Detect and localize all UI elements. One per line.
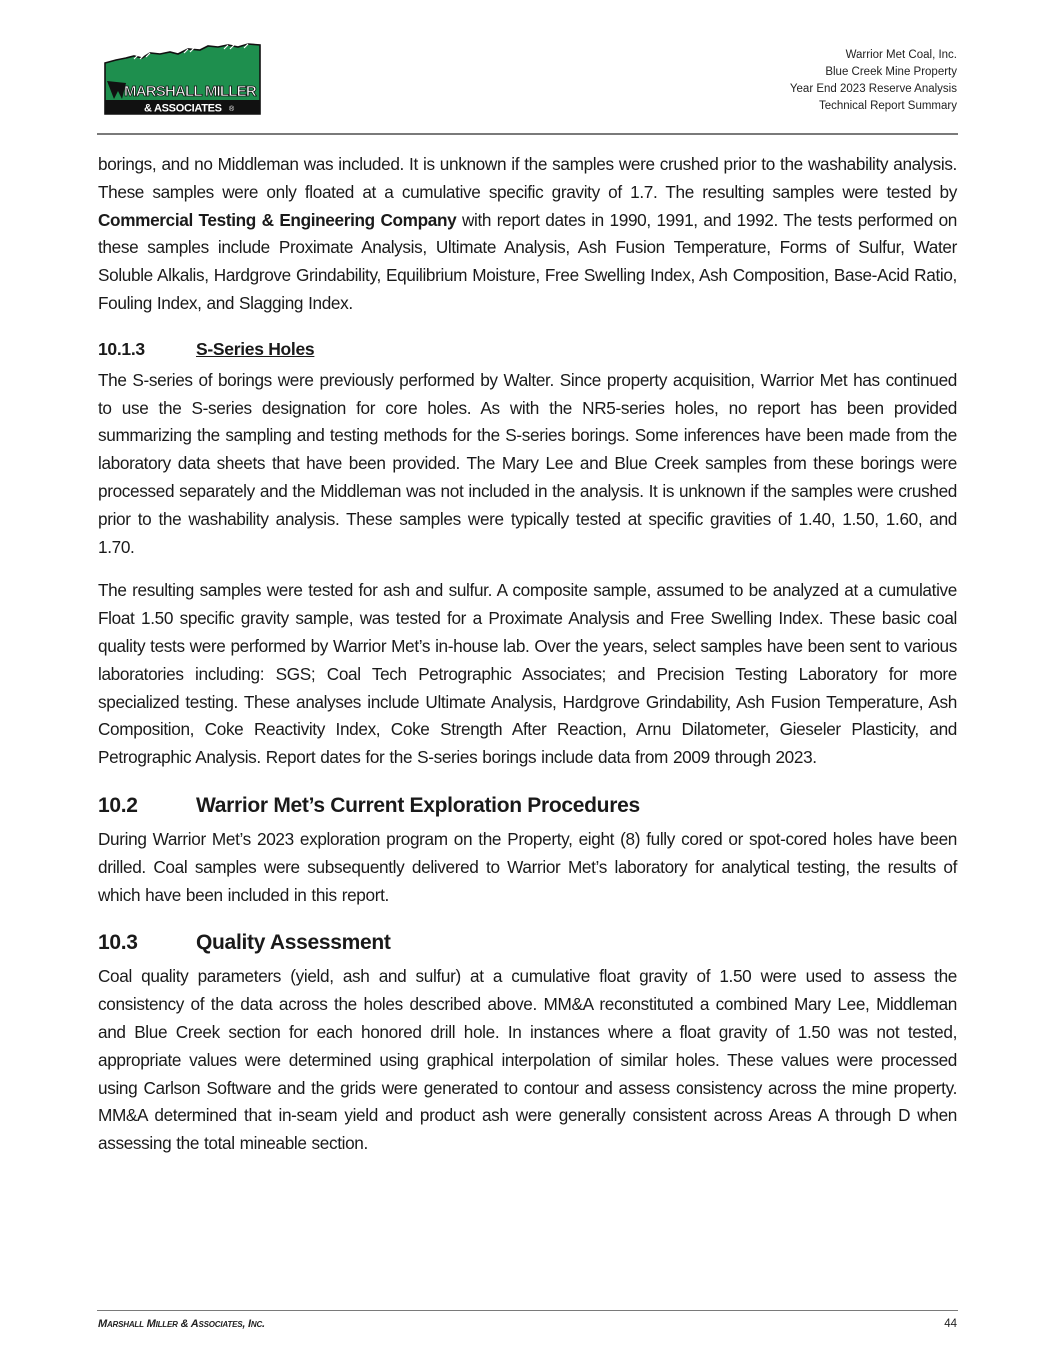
paragraph: The resulting samples were tested for ash and sulfur. A composite sample, assumed to be analyzed at a cumulative Float 1.50 specific gravity sample, was tested for a Proximate Analysis and Free Swelling Index. These basic coal quality tests were performed by Warrior Met’s in-house lab. Over the years, select samples have been sent to various laboratories including: SGS; Coal Tech Petrographic Associates; and Precision Testing Laboratory for more specialized testing. These analyses include Ultimate Analysis, Hardgrove Grindability, Ash Fusion Temperature, Ash Composition, Coke Reactivity Index, Coke Strength After Reaction, Arnu Dilatometer, Gieseler Plasticity, and Petrographic Analysis. Report dates for the S-series borings include data from 2009 through 2023. — [98, 580, 957, 768]
section-heading-10-1-3 — [98, 337, 957, 361]
intro-text-continued: with report dates in 1990, 1991, and 1992. The tests performed on these samples include Proximate Analysis, Ultimate Analysis, Ash Fusion Temperature, Forms of Sulfur, Water Soluble Alkalis, Hardgrove Grindability, Equilibrium Moisture, Free Swelling Index, Ash Composition, Base-Acid Ratio, Fouling Index, and Slagging Index. — [98, 209, 957, 313]
section-heading-10-3 — [98, 929, 957, 957]
report-header — [790, 47, 957, 115]
section-title: Quality Assessment — [196, 931, 391, 955]
intro-text: borings, and no Middleman was included. It is unknown if the samples were crushed prior to the washability analysis. These samples were only floated at a cumulative specific gravity of 1.7. The resulting samples were tested by — [98, 154, 957, 202]
page-number: 44 — [944, 1318, 957, 1330]
section-number: 10.3 — [98, 931, 138, 955]
header-doc-type: Technical Report Summary — [818, 100, 957, 112]
company-logo — [104, 43, 261, 115]
section-heading-10-2 — [98, 792, 957, 820]
mountain-logo-icon — [104, 43, 261, 115]
footer-company: Marshall Miller & Associates, Inc. — [98, 1318, 265, 1330]
section-title: Warrior Met’s Current Exploration Procedures — [196, 793, 640, 817]
registered-mark: ® — [229, 106, 235, 113]
header-property: Blue Creek Mine Property — [825, 66, 957, 78]
lab-name-bold: Commercial Testing & Engineering Company — [98, 209, 457, 230]
logo-name: MARSHALL MILLER — [124, 83, 256, 100]
paragraph: The S-series of borings were previously performed by Walter. Since property acquisition, Warrior Met has continued to use the S-series designation for core holes. As with the NR5-series holes, no report has been provided summarizing the sampling and testing methods for the S-series borings. Some inferences have been made from the laboratory data sheets that have been provided. The Mary Lee and Blue Creek samples from these borings were processed separately and the Middleman was not included in the analysis. It is unknown if the samples were crushed prior to the washability analysis. These samples were typically tested at specific gravities of 1.40, 1.50, 1.60, and 1.70. — [98, 369, 957, 557]
section-title: S-Series Holes — [196, 338, 315, 359]
header-divider — [97, 133, 958, 135]
section-number: 10.2 — [98, 793, 138, 817]
paragraph: During Warrior Met’s 2023 exploration program on the Property, eight (8) fully cored or spot-cored holes have been drilled. Coal samples were subsequently delivered to Warrior Met’s laboratory for analytical testing, the results of which have been included in this report. — [98, 828, 957, 905]
document-body — [98, 151, 957, 1158]
paragraph: Coal quality parameters (yield, ash and sulfur) at a cumulative float gravity of 1.50 were used to assess the consistency of the data across the holes described above. MM&A reconstituted a combined Mary Lee, Middleman and Blue Creek section for each honored drill hole. In instances where a float gravity of 1.50 was not tested, appropriate values were determined using graphical interpolation of similar holes. These values were processed using Carlson Software and the grids were generated to contour and assess consistency across the mine property. MM&A determined that in-seam yield and product ash were generally consistent across Areas A through D when assessing the total mineable section. — [98, 966, 957, 1154]
footer-divider — [97, 1310, 958, 1311]
header-company: Warrior Met Coal, Inc. — [845, 49, 957, 61]
section-number: 10.1.3 — [98, 338, 145, 359]
header-analysis: Year End 2023 Reserve Analysis — [789, 83, 957, 95]
intro-paragraph — [98, 151, 957, 318]
logo-tagline: & ASSOCIATES — [144, 102, 222, 115]
